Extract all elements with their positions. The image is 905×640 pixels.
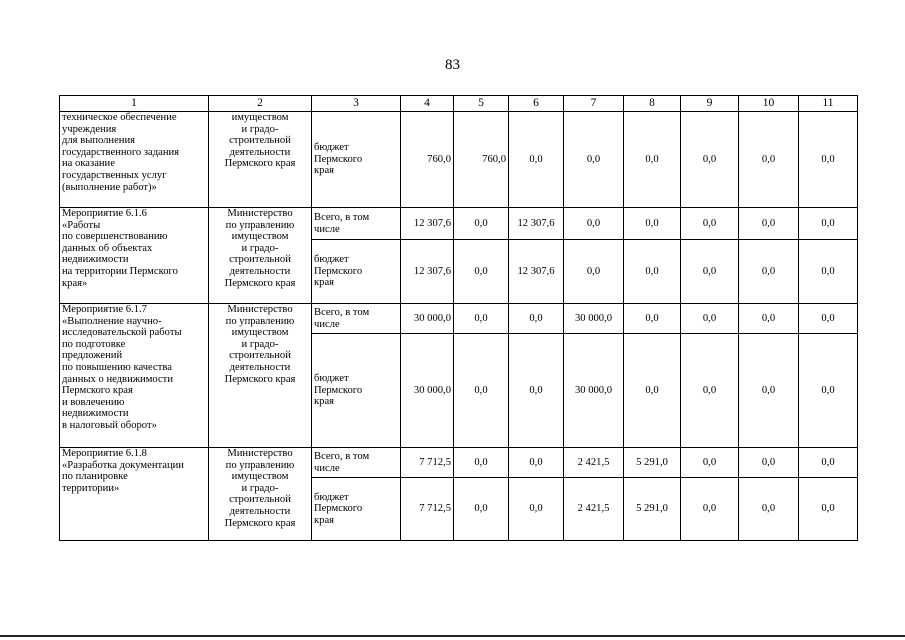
value-cell: 0,0 (681, 112, 739, 208)
column-header: 6 (509, 96, 564, 112)
value-cell: 0,0 (454, 208, 509, 240)
value-cell: 0,0 (739, 112, 799, 208)
value-cell: 0,0 (681, 448, 739, 478)
value-cell: 0,0 (739, 448, 799, 478)
value-cell: 0,0 (739, 478, 799, 541)
value-cell: 0,0 (624, 240, 681, 304)
value-cell: 0,0 (454, 448, 509, 478)
value-cell: 0,0 (681, 478, 739, 541)
value-cell: 30 000,0 (564, 304, 624, 334)
value-cell: 760,0 (401, 112, 454, 208)
column-header: 1 (60, 96, 209, 112)
value-cell: 0,0 (739, 334, 799, 448)
value-cell: 0,0 (799, 112, 858, 208)
value-cell: 0,0 (454, 334, 509, 448)
value-cell: 0,0 (509, 304, 564, 334)
value-cell: 0,0 (564, 240, 624, 304)
executor-cell: имуществом и градо- строительной деятельности Пермского края (209, 112, 312, 208)
column-header: 7 (564, 96, 624, 112)
funding-source-cell: бюджет Пермского края (312, 478, 401, 541)
activity-cell: Мероприятие 6.1.6 «Работы по совершенствованию данных об объектах недвижимости на территории Пермского края» (60, 208, 209, 304)
table-row (60, 112, 858, 208)
value-cell: 0,0 (739, 240, 799, 304)
value-cell: 0,0 (624, 334, 681, 448)
value-cell: 0,0 (564, 208, 624, 240)
funding-source-cell: бюджет Пермского края (312, 240, 401, 304)
column-header: 11 (799, 96, 858, 112)
value-cell: 0,0 (509, 448, 564, 478)
value-cell: 12 307,6 (401, 240, 454, 304)
value-cell: 0,0 (799, 240, 858, 304)
value-cell: 7 712,5 (401, 478, 454, 541)
value-cell: 7 712,5 (401, 448, 454, 478)
value-cell: 0,0 (509, 478, 564, 541)
column-header: 4 (401, 96, 454, 112)
value-cell: 0,0 (799, 478, 858, 541)
activity-cell: техническое обеспечение учреждения для выполнения государственного задания на оказание государственных услуг (выполнение работ)» (60, 112, 209, 208)
column-header: 9 (681, 96, 739, 112)
column-header: 10 (739, 96, 799, 112)
executor-cell: Министерство по управлению имуществом и градо- строительной деятельности Пермского края (209, 448, 312, 541)
executor-cell: Министерство по управлению имуществом и градо- строительной деятельности Пермского края (209, 304, 312, 448)
funding-source-cell: бюджет Пермского края (312, 112, 401, 208)
value-cell: 0,0 (681, 208, 739, 240)
table-body (60, 96, 858, 541)
value-cell: 12 307,6 (401, 208, 454, 240)
value-cell: 0,0 (454, 304, 509, 334)
value-cell: 0,0 (799, 208, 858, 240)
value-cell: 0,0 (681, 334, 739, 448)
column-header: 2 (209, 96, 312, 112)
column-number-row (60, 96, 858, 112)
scan-edge-line (0, 635, 905, 637)
funding-source-cell: Всего, в том числе (312, 208, 401, 240)
value-cell: 0,0 (681, 240, 739, 304)
value-cell: 0,0 (799, 448, 858, 478)
value-cell: 0,0 (454, 478, 509, 541)
value-cell: 5 291,0 (624, 448, 681, 478)
value-cell: 30 000,0 (401, 334, 454, 448)
activity-cell: Мероприятие 6.1.7 «Выполнение научно- исследовательской работы по подготовке предложений по повышению качества данных о недвижимости Пермского края и вовлечению недвижимости в налоговый оборот» (60, 304, 209, 448)
page-number: 83 (445, 57, 460, 73)
table-row (60, 448, 858, 478)
value-cell: 760,0 (454, 112, 509, 208)
funding-source-cell: Всего, в том числе (312, 304, 401, 334)
value-cell: 0,0 (624, 304, 681, 334)
funding-source-cell: Всего, в том числе (312, 448, 401, 478)
value-cell: 0,0 (624, 112, 681, 208)
value-cell: 0,0 (739, 304, 799, 334)
value-cell: 0,0 (681, 304, 739, 334)
table-row (60, 208, 858, 240)
budget-table (59, 95, 858, 541)
value-cell: 12 307,6 (509, 208, 564, 240)
value-cell: 0,0 (624, 208, 681, 240)
value-cell: 2 421,5 (564, 448, 624, 478)
value-cell: 0,0 (739, 208, 799, 240)
value-cell: 0,0 (509, 112, 564, 208)
value-cell: 5 291,0 (624, 478, 681, 541)
table-row (60, 304, 858, 334)
column-header: 3 (312, 96, 401, 112)
value-cell: 30 000,0 (564, 334, 624, 448)
column-header: 5 (454, 96, 509, 112)
value-cell: 30 000,0 (401, 304, 454, 334)
activity-cell: Мероприятие 6.1.8 «Разработка документации по планировке территории» (60, 448, 209, 541)
value-cell: 0,0 (564, 112, 624, 208)
value-cell: 12 307,6 (509, 240, 564, 304)
executor-cell: Министерство по управлению имуществом и градо- строительной деятельности Пермского края (209, 208, 312, 304)
funding-source-cell: бюджет Пермского края (312, 334, 401, 448)
value-cell: 0,0 (454, 240, 509, 304)
column-header: 8 (624, 96, 681, 112)
value-cell: 0,0 (799, 304, 858, 334)
value-cell: 0,0 (799, 334, 858, 448)
value-cell: 0,0 (509, 334, 564, 448)
value-cell: 2 421,5 (564, 478, 624, 541)
